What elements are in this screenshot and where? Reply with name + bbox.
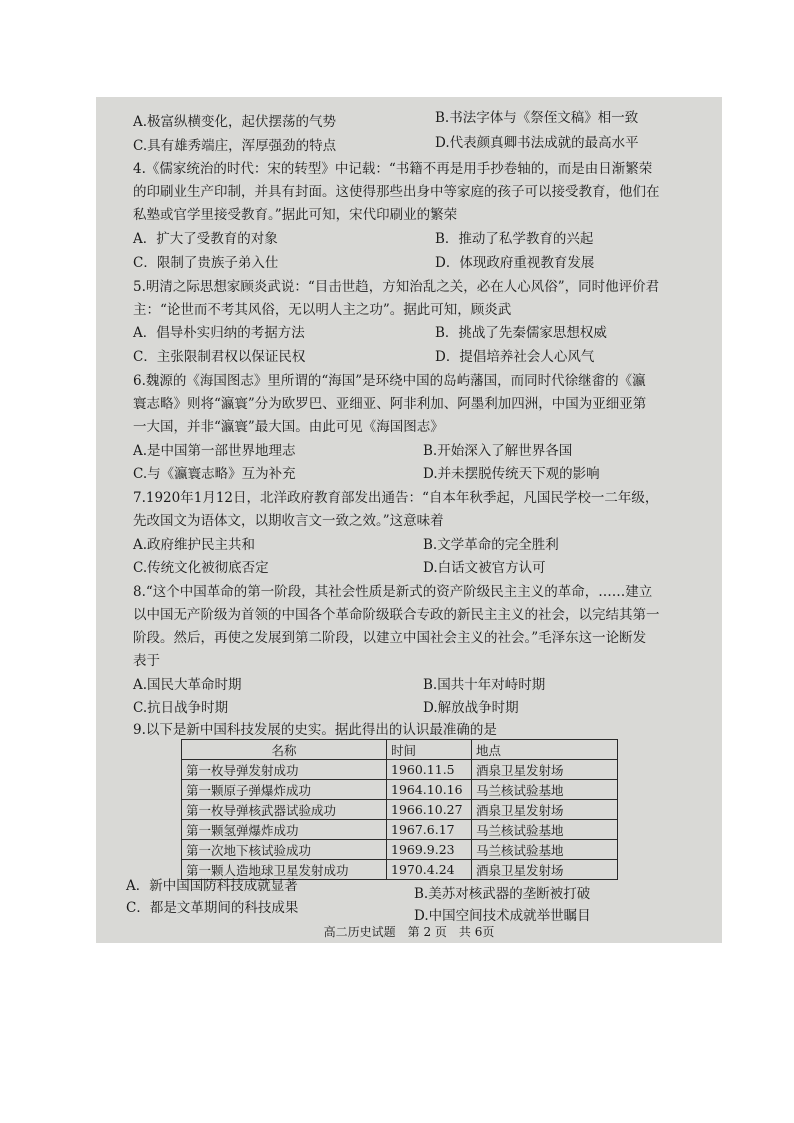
cell-name: 第一颗原子弹爆炸成功	[182, 780, 387, 800]
q3-option-a: A.极富纵横变化，起伏摆荡的气势	[133, 114, 337, 130]
column-header-place: 地点	[472, 740, 618, 760]
q8-option-d: D.解放战争时期	[423, 700, 519, 716]
q8-option-a: A.国民大革命时期	[133, 677, 242, 693]
q9-option-a: A．新中国国防科技成就显著	[126, 878, 298, 894]
q5-option-d: D．提倡培养社会人心风气	[435, 349, 595, 365]
q7-option-c: C.传统文化被彻底否定	[133, 560, 269, 576]
cell-name: 第一枚导弹发射成功	[182, 760, 387, 780]
q5-option-b: B．挑战了先秦儒家思想权威	[435, 325, 607, 341]
cell-name: 第一枚导弹核武器试验成功	[182, 800, 387, 820]
q8-option-c: C.抗日战争时期	[133, 700, 229, 716]
q4-option-b: B．推动了私学教育的兴起	[435, 231, 594, 247]
q7-option-b: B.文学革命的完全胜利	[423, 537, 559, 553]
table-header-row	[182, 740, 618, 760]
table-row	[182, 840, 618, 860]
q7-option-d: D.白话文被官方认可	[423, 560, 546, 576]
cell-name: 第一次地下核试验成功	[182, 840, 387, 860]
q3-option-b: B.书法字体与《祭侄文稿》相一致	[435, 110, 639, 126]
cell-time: 1967.6.17	[387, 820, 472, 840]
q6-option-b: B.开始深入了解世界各国	[423, 443, 573, 459]
q6-stem-line-3: 一大国，并非“瀛寰”最大国。由此可见《海国图志》	[133, 419, 444, 435]
q6-option-c: C.与《瀛寰志略》互为补充	[133, 466, 296, 482]
column-header-name: 名称	[182, 740, 387, 760]
q8-stem-line-4: 表于	[133, 653, 160, 669]
cell-time: 1966.10.27	[387, 800, 472, 820]
q4-stem-line-2: 的印刷业生产印制，并具有封面。这使得那些出身中等家庭的孩子可以接受教育，他们在	[133, 184, 660, 200]
table-row	[182, 780, 618, 800]
q7-option-a: A.政府维护民主共和	[133, 537, 256, 553]
cell-place: 酒泉卫星发射场	[472, 800, 618, 820]
cell-place: 马兰核试验基地	[472, 780, 618, 800]
q8-stem-line-1: 8.“这个中国革命的第一阶段，其社会性质是新式的资产阶级民主主义的革命，……建立	[133, 584, 653, 600]
cell-time: 1970.4.24	[387, 860, 472, 880]
cell-place: 酒泉卫星发射场	[472, 760, 618, 780]
cell-time: 1969.9.23	[387, 840, 472, 860]
q4-option-c: C．限制了贵族子弟入仕	[133, 255, 279, 271]
tech-history-table	[181, 739, 618, 880]
q9-option-b: B.美苏对核武器的垄断被打破	[414, 886, 591, 902]
q3-option-c: C.具有雄秀端庄，浑厚强劲的特点	[133, 138, 337, 154]
q4-option-d: D．体现政府重视教育发展	[435, 255, 595, 271]
q9-option-c: C．都是文革期间的科技成果	[126, 900, 299, 916]
q5-stem-line-1: 5.明清之际思想家顾炎武说：“目击世趋，方知治乱之关，必在人心风俗”，同时他评价君	[133, 279, 660, 295]
q4-stem-line-1: 4.《儒家统治的时代：宋的转型》中记载：“书籍不再是用手抄卷轴的，而是由日渐繁荣	[133, 161, 653, 177]
q4-stem-line-3: 私塾或官学里接受教育。”据此可知，宋代印刷业的繁荣	[133, 207, 458, 223]
q7-stem-line-1: 7.1920年1月12日，北洋政府教育部发出通告：“自本年秋季起，凡国民学校一二年级，	[133, 490, 659, 506]
q9-option-d: D.中国空间技术成就举世瞩目	[414, 908, 591, 924]
q4-option-a: A．扩大了受教育的对象	[133, 231, 278, 247]
cell-time: 1960.11.5	[387, 760, 472, 780]
q8-option-b: B.国共十年对峙时期	[423, 677, 546, 693]
page-footer: 高二历史试题 第 2 页 共 6页	[323, 925, 495, 939]
q7-stem-line-2: 先改国文为语体文，以期收言文一致之效。”这意味着	[133, 513, 444, 529]
q6-stem-line-2: 寰志略》则将“瀛寰”分为欧罗巴、亚细亚、阿非利加、阿墨利加四洲，中国为亚细亚第	[133, 396, 647, 412]
q5-option-a: A．倡导朴实归纳的考据方法	[133, 325, 305, 341]
q8-stem-line-3: 阶段。然后，再使之发展到第二阶段，以建立中国社会主义的社会。”毛泽东这一论断发	[133, 630, 647, 646]
q5-option-c: C．主张限制君权以保证民权	[133, 349, 306, 365]
q6-option-d: D.并未摆脱传统天下观的影响	[423, 466, 600, 482]
cell-place: 酒泉卫星发射场	[472, 860, 618, 880]
q9-stem: 9.以下是新中国科技发展的史实。据此得出的认识最准确的是	[133, 722, 497, 738]
q3-option-d: D.代表颜真卿书法成就的最高水平	[435, 135, 639, 151]
cell-time: 1964.10.16	[387, 780, 472, 800]
column-header-time: 时间	[387, 740, 472, 760]
q6-stem-line-1: 6.魏源的《海国图志》里所谓的“海国”是环绕中国的岛屿藩国，而同时代徐继畬的《瀛	[133, 373, 646, 389]
cell-place: 马兰核试验基地	[472, 820, 618, 840]
cell-name: 第一颗氢弹爆炸成功	[182, 820, 387, 840]
q8-stem-line-2: 以中国无产阶级为首领的中国各个革命阶级联合专政的新民主主义的社会，以完结其第一	[133, 607, 660, 623]
exam-page	[96, 97, 722, 943]
table-row	[182, 820, 618, 840]
table-row	[182, 800, 618, 820]
table-row	[182, 760, 618, 780]
q6-option-a: A.是中国第一部世界地理志	[133, 443, 296, 459]
q5-stem-line-2: 主：“论世而不考其风俗，无以明人主之功”。据此可知，顾炎武	[133, 302, 512, 318]
cell-place: 马兰核试验基地	[472, 840, 618, 860]
cell-name: 第一颗人造地球卫星发射成功	[182, 860, 387, 880]
